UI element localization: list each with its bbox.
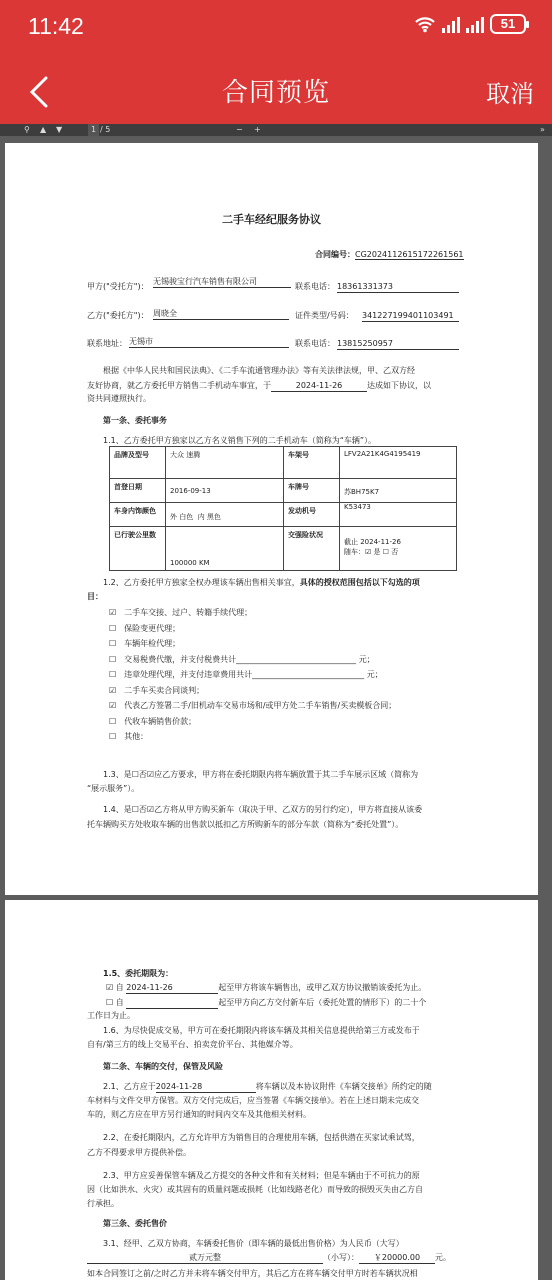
vehicle-table bbox=[109, 446, 457, 571]
insurance-until: 截止 2024-11-26 bbox=[344, 538, 401, 546]
clause-1-4-line-2: 托车辆购买方处收取车辆的出售款以抵扣乙方所购新车的部分车款（简称为“委托处置”）。 bbox=[87, 820, 404, 829]
authorization-item-text: 二手车买卖合同谈判； bbox=[124, 685, 205, 695]
clause-3-1-line-2: 贰万元整 （小写）： ￥20000.00 元。 bbox=[87, 1252, 451, 1264]
party-b-phone: 13815250957 bbox=[337, 338, 459, 350]
pdf-toolbar bbox=[0, 124, 552, 136]
authorization-item-text: 违章处理代理，并支付违章费用共计____________________________ 元； bbox=[124, 670, 383, 679]
authorization-item bbox=[109, 731, 148, 742]
clause-3-1-line-3: 如本合同签订之前/之时乙方并未将车辆交付甲方，其后乙方在将车辆交付甲方时若车辆状况相 bbox=[87, 1269, 418, 1278]
contract-no: CG2024112615172261561 bbox=[355, 250, 464, 259]
authorization-item bbox=[109, 700, 396, 711]
plate-value: 苏BH75K7 bbox=[340, 479, 457, 503]
checkbox-icon: ☑ bbox=[109, 685, 117, 695]
page-number-input[interactable]: 1 bbox=[88, 124, 99, 136]
clause-2-2-line-2: 乙方不得要求甲方提供补偿。 bbox=[87, 1148, 191, 1157]
authorization-item bbox=[109, 607, 252, 618]
status-icons bbox=[414, 14, 526, 34]
page-title: 合同预览 bbox=[221, 78, 330, 108]
clause-1-5: 1.5、委托期限为： bbox=[103, 969, 174, 978]
signal-icon bbox=[442, 15, 460, 33]
checkbox-icon: ☐ bbox=[109, 670, 117, 679]
price-in-words: 贰万元整 bbox=[87, 1252, 323, 1264]
party-b-id: 341227199401103491 bbox=[362, 310, 459, 322]
mileage-label: 已行驶公里数 bbox=[110, 527, 166, 571]
checkbox-icon: ☑ bbox=[109, 608, 117, 617]
clause-1-3-line-2: “展示服务”）。 bbox=[87, 784, 140, 793]
page-count: / 5 bbox=[100, 125, 111, 134]
authorization-item bbox=[109, 716, 196, 727]
pdf-page-2 bbox=[5, 900, 538, 1280]
clause-2-1-line-3: 车的，则乙方应在甲方另行通知的时间内交车及其他相关材料。 bbox=[87, 1110, 311, 1119]
checkbox-icon: ☐ bbox=[109, 654, 117, 664]
insurance-value bbox=[340, 527, 457, 571]
party-a-phone: 18361331373 bbox=[337, 281, 459, 293]
cancel-button[interactable]: 取消 bbox=[486, 80, 534, 108]
checkbox-icon: ☐ bbox=[109, 623, 117, 633]
clause-1-5-tail: 工作日为止。 bbox=[87, 1011, 135, 1020]
clause-2-3-line-1: 2.3、甲方应妥善保管车辆及乙方提交的各种文件和有关材料；但是车辆由于不可抗力的原 bbox=[103, 1171, 420, 1180]
clause-2-1-line-1: 2.1、乙方应于2024-11-28 将车辆以及本协议附件《车辆交接单》所约定的随 bbox=[103, 1082, 432, 1091]
authorization-item-text: 交易税费代缴，并支付税费共计______________________________ 元； bbox=[124, 654, 375, 664]
battery-icon: 51 bbox=[490, 14, 526, 34]
authorization-item-text: 车辆年检代理； bbox=[124, 639, 181, 648]
clause-2-1-line-2: 车材料与文件交甲方保管。双方交付完成后，应当签署《车辆交接单》。若在上述日期未完成交 bbox=[87, 1096, 419, 1105]
authorization-item bbox=[109, 654, 375, 665]
authorization-item bbox=[109, 685, 204, 696]
plate-label: 车牌号 bbox=[284, 479, 340, 503]
next-page-icon[interactable]: ▼ bbox=[56, 125, 63, 134]
clause-1-2: 1.2、乙方委托甲方独家全权办理该车辆出售相关事宜，具体的授权范围包括以下勾选的项 bbox=[103, 578, 420, 587]
color-interior: 内 黑色 bbox=[197, 513, 221, 521]
authorization-item-text: 代表乙方签署二手/旧机动车交易市场和/或甲方处二手车销售/买卖模板合同； bbox=[124, 701, 397, 710]
brand-label: 品牌及型号 bbox=[110, 447, 166, 479]
status-time: 11:42 bbox=[28, 13, 84, 39]
reg-date-value: 2016-09-13 bbox=[166, 479, 284, 503]
vin-value: LFV2A21K4G4195419 bbox=[340, 447, 457, 479]
checkbox-icon: ☑ bbox=[109, 701, 117, 710]
intro-line-2: 友好协商，就乙方委托甲方销售二手机动车事宜，于 2024-11-26 达成如下协议，以 bbox=[87, 381, 431, 390]
address-label: 联系地址： bbox=[87, 339, 127, 348]
authorization-item bbox=[109, 669, 383, 680]
authorization-item-text: 代收车辆销售价款； bbox=[124, 716, 197, 726]
engine-value: K53473 bbox=[340, 503, 457, 527]
authorization-item-text: 二手车交接、过户、转籍手续代理； bbox=[124, 608, 253, 617]
party-b-name: 周晓全 bbox=[153, 308, 289, 320]
phone-label-a: 联系电话： bbox=[295, 282, 335, 291]
reg-date-label: 首登日期 bbox=[110, 479, 166, 503]
zoom-in-button[interactable]: + bbox=[254, 125, 261, 134]
delivery-date: 2024-11-28 bbox=[156, 1081, 256, 1093]
color-label: 车身内饰颜色 bbox=[110, 503, 166, 527]
more-tools-icon[interactable]: » bbox=[540, 125, 545, 134]
authorization-item bbox=[109, 638, 180, 649]
intro-line-1: 根据《中华人民共和国民法典》、《二手车流通管理办法》等有关法律法规，甲、乙双方经 bbox=[103, 366, 415, 375]
pdf-page-1 bbox=[5, 143, 538, 895]
address: 无锡市 bbox=[129, 336, 289, 348]
clause-3-1-line-1: 3.1、经甲、乙双方协商，车辆委托售价（即车辆的最低出售价格）为人民币（大写） bbox=[103, 1239, 404, 1248]
intro-line-3: 资共同遵照执行。 bbox=[87, 394, 151, 403]
clause-1-6-line-1: 1.6、为尽快促成交易，甲方可在委托期限内将该车辆及其相关信息提供给第三方或发布于 bbox=[103, 1026, 420, 1035]
color-exterior: 外 白色 bbox=[170, 513, 194, 521]
contract-no-label: 合同编号：CG2024112615172261561 bbox=[315, 250, 464, 259]
mileage-value: 100000 KM bbox=[166, 527, 284, 571]
clause-1-2-tail: 目： bbox=[87, 592, 103, 601]
prev-page-icon[interactable]: ▲ bbox=[40, 125, 47, 134]
checkbox-icon: ☐ bbox=[109, 732, 117, 741]
intro-date: 2024-11-26 bbox=[271, 380, 367, 392]
engine-label: 发动机号 bbox=[284, 503, 340, 527]
authorization-item bbox=[109, 623, 180, 634]
clause-1-3-line-1: 1.3、是☐否☑应乙方要求，甲方将在委托期限内将车辆放置于其二手车展示区域（简称为 bbox=[103, 770, 419, 779]
search-icon[interactable]: ⚲ bbox=[24, 125, 30, 134]
vin-label: 车架号 bbox=[284, 447, 340, 479]
authorization-item-text: 保险变更代理； bbox=[124, 623, 181, 633]
insurance-with-car: 随车：☑ 是 ☐ 否 bbox=[344, 548, 399, 556]
party-a-name: 无锡骏宝行汽车销售有限公司 bbox=[153, 276, 291, 288]
clause-1-5-option-b: ☐ 自 起至甲方向乙方交付新车后（委托处置的情形下）的二十个 bbox=[106, 998, 427, 1007]
id-label: 证件类型/号码： bbox=[295, 311, 354, 320]
clause-1-6-line-2: 自有/第三方的线上交易平台、拍卖竞价平台、其他媒介等。 bbox=[87, 1040, 298, 1049]
clause-1-4-line-1: 1.4、是☐否☑乙方将从甲方购买新车（取决于甲、乙双方的另行约定），甲方将直接从该委 bbox=[103, 805, 423, 814]
clause-2-2-line-1: 2.2、在委托期限内，乙方允许甲方为销售目的合理使用车辆，包括供潜在买家试乘试驾， bbox=[103, 1133, 420, 1142]
zoom-out-button[interactable]: − bbox=[236, 125, 243, 134]
doc-title: 二手车经纪服务协议 bbox=[222, 213, 321, 226]
wifi-icon bbox=[414, 15, 436, 33]
party-a-label: 甲方("受托方")： bbox=[87, 282, 149, 291]
section-2-title: 第二条、车辆的交付，保管及风险 bbox=[103, 1062, 223, 1071]
section-3-title: 第三条、委托售价 bbox=[103, 1219, 167, 1228]
price-amount: ￥20000.00 bbox=[359, 1252, 435, 1264]
clause-1-5-option-a: ☑ 自 2024-11-26 起至甲方将该车辆售出，或甲乙双方协议撤销该委托为止。 bbox=[106, 983, 427, 992]
authorization-item-text: 其他： bbox=[124, 732, 149, 741]
checkbox-icon: ☐ bbox=[109, 639, 117, 648]
clause-1-1: 1.1、乙方委托甲方独家以乙方名义销售下列的二手机动车（简称为“车辆”）。 bbox=[103, 436, 377, 445]
brand-value: 大众 速腾 bbox=[166, 447, 284, 479]
color-value bbox=[166, 503, 284, 527]
section-1-title: 第一条、委托事务 bbox=[103, 416, 167, 425]
checkbox-icon: ☐ bbox=[109, 716, 117, 726]
app-header bbox=[0, 0, 552, 124]
term-start-date: 2024-11-26 bbox=[126, 982, 218, 994]
signal-icon-2 bbox=[466, 15, 484, 33]
clause-2-3-line-2: 因（比如洪水、火灾）或其固有的质量问题或损耗（比如线路老化）而导致的损毁灭失由乙方自 bbox=[87, 1185, 423, 1194]
party-b-label: 乙方("委托方")： bbox=[87, 311, 149, 320]
clause-2-3-line-3: 行承担。 bbox=[87, 1199, 119, 1208]
phone-label-b: 联系电话： bbox=[295, 339, 335, 348]
insurance-label: 交强险状况 bbox=[284, 527, 340, 571]
